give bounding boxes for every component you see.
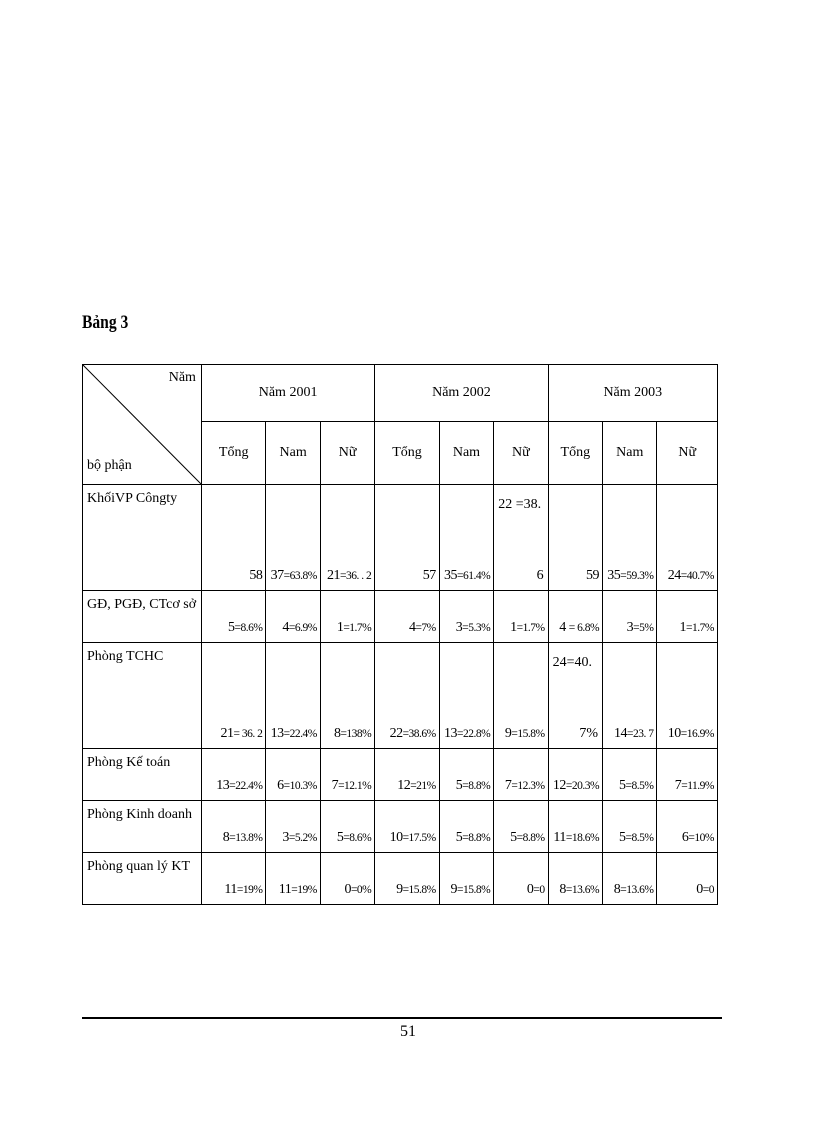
cell-percent: =0 (702, 884, 714, 896)
table-cell (439, 591, 493, 643)
cell-percent: =38.6% (402, 728, 436, 740)
cell-percent: =10.3% (283, 780, 317, 792)
cell-percent: =22.4% (283, 728, 317, 740)
table-cell (320, 643, 374, 749)
cell-count: 9 (504, 726, 512, 741)
table-cell (375, 643, 440, 749)
table-cell (201, 643, 266, 749)
cell-count: 37 (270, 568, 284, 583)
cell-percent: =5.2% (288, 832, 317, 844)
cell-percent: =10% (688, 832, 714, 844)
table-cell (375, 749, 440, 801)
table-cell (201, 801, 266, 853)
cell-percent: =8.5% (625, 780, 654, 792)
cell-percent: =40.7% (680, 570, 714, 582)
table-cell (266, 591, 320, 643)
row-label: KhốiVP Côngty (83, 485, 202, 591)
table-row (83, 643, 718, 749)
department-staff-table (82, 364, 718, 905)
table-row (83, 853, 718, 905)
table-cell (494, 485, 548, 591)
table-cell (548, 853, 602, 905)
table-cell (548, 591, 602, 643)
cell-count: 11 (553, 830, 566, 845)
cell-percent: =63.8% (283, 570, 317, 582)
row-label: GĐ, PGĐ, CTcơ sở (83, 591, 202, 643)
table-cell (439, 485, 493, 591)
table-cell (375, 853, 440, 905)
cell-percent: =17.5% (402, 832, 436, 844)
table-cell (548, 801, 602, 853)
row-label: Phòng Kinh doanh (83, 801, 202, 853)
cell-count: 11 (224, 882, 237, 897)
cell-count: 6 (681, 830, 689, 845)
table-cell (494, 591, 548, 643)
cell-count: 9 (450, 882, 457, 897)
table-cell (320, 801, 374, 853)
cell-percent: =8.6% (234, 622, 263, 634)
cell-percent: = 6.8% (568, 622, 600, 634)
corner-label-department: bộ phận (87, 458, 132, 473)
cell-value-part: 22 =38. (498, 497, 542, 512)
table-cell (657, 485, 718, 591)
table-row (83, 591, 718, 643)
table-cell (201, 485, 266, 591)
footer-rule (82, 1017, 722, 1019)
cell-count: 58 (249, 568, 263, 583)
table-cell (657, 749, 718, 801)
cell-percent: =0 (533, 884, 545, 896)
cell-count: 5 (619, 778, 626, 793)
table-cell (375, 485, 440, 591)
table-cell (494, 801, 548, 853)
year-header-2001: Năm 2001 (201, 365, 374, 422)
cell-count: 14 (613, 726, 627, 741)
subheader-male: Nam (266, 422, 320, 485)
cell-count: 10 (389, 830, 403, 845)
table-cell (657, 591, 718, 643)
cell-count: 0 (526, 882, 534, 897)
subheader-male: Nam (439, 422, 493, 485)
table-cell (548, 485, 602, 591)
page-number: 51 (400, 1023, 416, 1040)
cell-count: 3 (626, 620, 634, 635)
cell-count: 3 (282, 830, 289, 845)
table-cell (439, 749, 493, 801)
table-cell (201, 749, 266, 801)
cell-count: 24 (667, 568, 681, 583)
cell-percent: =12.3% (511, 780, 545, 792)
cell-percent: =16.9% (680, 728, 714, 740)
table-row (83, 749, 718, 801)
cell-percent: =5.3% (462, 622, 491, 634)
table-cell (266, 749, 320, 801)
cell-count: 22 (389, 726, 403, 741)
table-cell (603, 749, 657, 801)
table-cell (439, 801, 493, 853)
cell-percent: =22.8% (456, 728, 491, 740)
corner-label-year: Năm (168, 370, 196, 385)
cell-percent: =23. 7 (626, 728, 654, 740)
subheader-male: Nam (603, 422, 657, 485)
cell-count: 10 (667, 726, 681, 741)
cell-count: 13 (216, 778, 230, 793)
cell-count: 7 (331, 778, 339, 793)
table-cell (494, 643, 548, 749)
cell-percent: =15.8% (402, 884, 436, 896)
table-cell (201, 591, 266, 643)
cell-count: 6 (277, 778, 284, 793)
table-cell (603, 801, 657, 853)
cell-count: 4 (282, 620, 289, 635)
table-row (83, 485, 718, 591)
cell-count: 5 (455, 830, 463, 845)
cell-percent: =19% (291, 884, 317, 896)
cell-percent: =8.8% (516, 832, 545, 844)
table-cell (320, 591, 374, 643)
table-cell (548, 749, 602, 801)
cell-count: 21 (327, 568, 341, 583)
table-cell (439, 853, 493, 905)
row-label: Phòng Kế toán (83, 749, 202, 801)
cell-count: 5 (227, 620, 235, 635)
cell-percent: =22.4% (229, 780, 263, 792)
table-cell (320, 853, 374, 905)
subheader-female: Nữ (320, 422, 374, 485)
cell-percent: =1.7% (343, 622, 372, 634)
table-cell (603, 591, 657, 643)
table-cell (603, 643, 657, 749)
cell-percent: =1.7% (516, 622, 545, 634)
cell-percent: =13.8% (229, 832, 263, 844)
table-cell (201, 853, 266, 905)
subheader-female: Nữ (657, 422, 718, 485)
cell-percent: =1.7% (686, 622, 714, 634)
cell-count: 12 (552, 778, 566, 793)
cell-percent: =5% (633, 622, 654, 634)
row-label: Phòng quan lý KT (83, 853, 202, 905)
cell-value-part: 7% (579, 726, 599, 741)
cell-percent: =61.4% (456, 570, 491, 582)
cell-percent: =20.3% (565, 780, 600, 792)
table-cell (657, 643, 718, 749)
cell-percent: = 36. 2 (233, 728, 263, 740)
cell-count: 1 (679, 620, 687, 635)
table-cell (320, 485, 374, 591)
table-cell (603, 853, 657, 905)
table-cell (266, 485, 320, 591)
subheader-total: Tổng (548, 422, 602, 485)
table-cell (266, 853, 320, 905)
table-cell (266, 801, 320, 853)
cell-count: 0 (696, 882, 703, 897)
cell-percent: =6.9% (288, 622, 317, 634)
cell-count: 1 (336, 620, 344, 635)
cell-value-part: 24=40. (552, 655, 593, 670)
cell-count: 8 (613, 882, 621, 897)
cell-count: 5 (336, 830, 344, 845)
cell-percent: =7% (415, 622, 436, 634)
cell-count: 4 (408, 620, 416, 635)
cell-count: 35 (443, 568, 457, 583)
cell-percent: =19% (236, 884, 263, 896)
cell-count: 8 (222, 830, 230, 845)
table-cell (375, 591, 440, 643)
cell-count: 7 (674, 778, 682, 793)
cell-count: 4 (559, 620, 569, 635)
cell-percent: =15.8% (511, 728, 545, 740)
cell-percent: =36. . 2 (340, 570, 372, 582)
table-cell (494, 749, 548, 801)
cell-count: 7 (504, 778, 512, 793)
cell-count: 8 (333, 726, 341, 741)
cell-percent: =0% (350, 884, 372, 896)
header-corner-cell (83, 365, 202, 485)
subheader-total: Tổng (375, 422, 440, 485)
cell-count: 5 (510, 830, 517, 845)
cell-count: 8 (559, 882, 566, 897)
cell-count: 9 (396, 882, 403, 897)
cell-count: 12 (397, 778, 411, 793)
cell-percent: =59.3% (620, 570, 654, 582)
cell-percent: =21% (410, 780, 436, 792)
table-title: Bảng 3 (82, 312, 129, 333)
table-cell (320, 749, 374, 801)
cell-count: 3 (455, 620, 463, 635)
subheader-total: Tổng (201, 422, 266, 485)
cell-count: 57 (422, 568, 436, 583)
table-cell (494, 853, 548, 905)
year-header-2002: Năm 2002 (375, 365, 548, 422)
table-cell (266, 643, 320, 749)
table-body (83, 485, 718, 905)
cell-percent: =13.6% (620, 884, 654, 896)
cell-percent: =8.8% (462, 832, 491, 844)
cell-percent: =15.8% (456, 884, 491, 896)
cell-percent: =11.9% (681, 780, 714, 792)
year-header-2003: Năm 2003 (548, 365, 717, 422)
cell-value-part: 6 (536, 568, 544, 583)
cell-count: 21 (220, 726, 234, 741)
cell-count: 5 (619, 830, 626, 845)
subheader-female: Nữ (494, 422, 548, 485)
cell-count: 35 (607, 568, 621, 583)
table-cell (375, 801, 440, 853)
table-cell (657, 801, 718, 853)
cell-percent: =8.6% (343, 832, 372, 844)
cell-percent: =18.6% (565, 832, 600, 844)
cell-count: 13 (270, 726, 284, 741)
table-cell (603, 485, 657, 591)
cell-count: 11 (278, 882, 292, 897)
table-cell (548, 643, 602, 749)
row-label: Phòng TCHC (83, 643, 202, 749)
cell-count: 59 (586, 568, 600, 583)
cell-count: 13 (443, 726, 457, 741)
cell-percent: =8.5% (625, 832, 654, 844)
table-cell (439, 643, 493, 749)
cell-percent: =138% (340, 728, 372, 740)
cell-count: 5 (455, 778, 463, 793)
cell-percent: =8.8% (462, 780, 491, 792)
cell-count: 0 (344, 882, 351, 897)
cell-percent: =12.1% (338, 780, 372, 792)
table-row (83, 801, 718, 853)
table-cell (657, 853, 718, 905)
cell-percent: =13.6% (565, 884, 600, 896)
cell-count: 1 (510, 620, 517, 635)
